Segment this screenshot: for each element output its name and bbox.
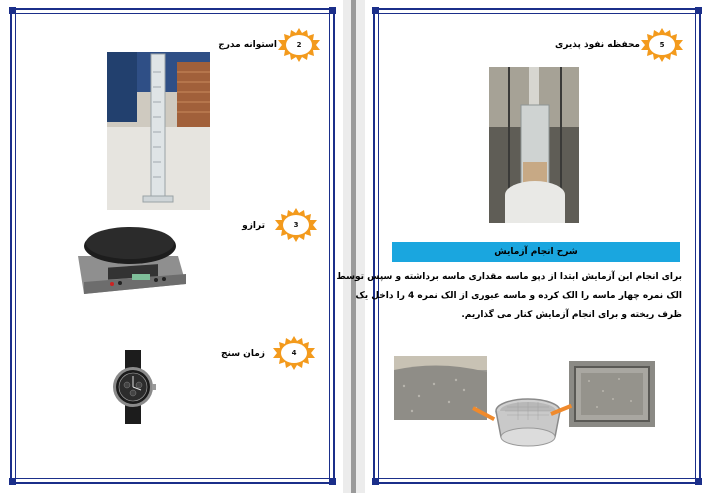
item-label-scale: ترازو bbox=[242, 221, 265, 231]
permeameter-photo bbox=[489, 67, 579, 223]
left-page bbox=[0, 0, 343, 493]
item-number-badge bbox=[276, 27, 322, 63]
item-label-stopwatch: زمان سنج bbox=[221, 349, 265, 359]
sieve-photo bbox=[493, 393, 563, 451]
border-corner bbox=[695, 478, 702, 485]
border-corner bbox=[695, 7, 702, 14]
paragraph-line: برای انجام این آزمایش ابتدا از دپو ماسه مقداری ماسه برداشته و سپس توسط bbox=[336, 272, 682, 282]
paragraph-line: ظرف ریخته و برای انجام آزمایش کنار می گذاریم. bbox=[461, 310, 682, 320]
wristwatch-photo bbox=[107, 350, 159, 424]
paragraph-line: الک نمره چهار ماسه را الک کرده و ماسه عبوری از الک نمره 4 را داخل یک bbox=[355, 291, 682, 301]
item-number-badge bbox=[271, 335, 317, 371]
sand-tray-photo bbox=[569, 361, 655, 427]
border-corner bbox=[372, 7, 379, 14]
page-gutter bbox=[343, 0, 365, 493]
item-number: 4 bbox=[291, 349, 297, 357]
item-number: 3 bbox=[293, 221, 299, 229]
section-title: شرح انجام آزمایش bbox=[494, 247, 578, 257]
item-number-badge bbox=[639, 27, 685, 63]
item-number: 2 bbox=[296, 41, 302, 49]
graduated-cylinder-photo bbox=[107, 52, 210, 210]
procedure-paragraph bbox=[336, 268, 682, 325]
item-label-permeameter: محفظه نفوذ پذیری bbox=[555, 40, 640, 50]
item-label-graduated-cylinder: استوانه مدرج bbox=[218, 40, 277, 50]
border-corner bbox=[329, 7, 336, 14]
scale-photo bbox=[74, 222, 188, 300]
border-corner bbox=[329, 478, 336, 485]
right-page bbox=[336, 0, 708, 493]
border-corner bbox=[9, 7, 16, 14]
item-number: 5 bbox=[659, 41, 665, 49]
item-number-badge bbox=[273, 207, 319, 243]
border-corner bbox=[9, 478, 16, 485]
border-corner bbox=[372, 478, 379, 485]
section-title-bar bbox=[392, 242, 680, 262]
